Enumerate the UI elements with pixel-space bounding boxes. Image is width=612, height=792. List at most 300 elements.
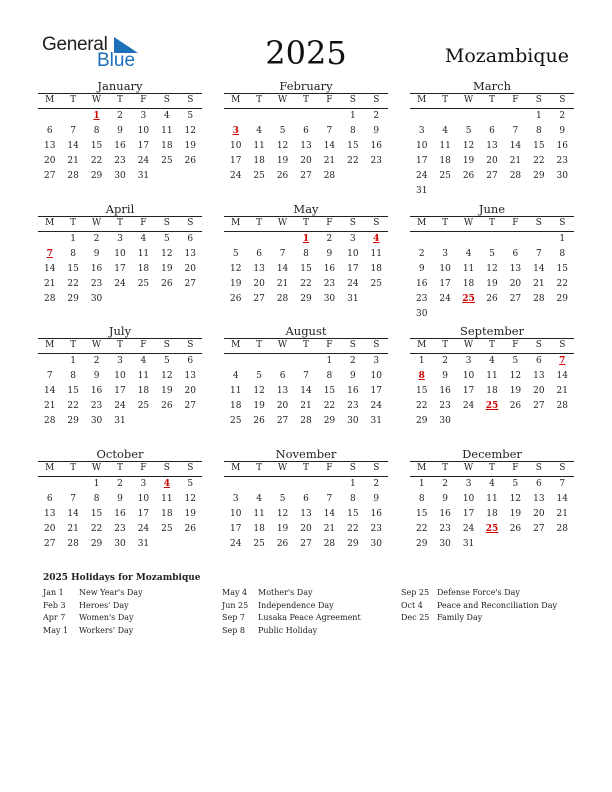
day-cell: 11 [486,371,498,381]
day-cell: 24 [462,401,475,411]
weekday-label: T [302,463,309,473]
empty-cell [61,477,84,492]
empty-cell [38,354,61,369]
day-cell: 21 [67,156,79,166]
day-cell: 11 [462,264,475,274]
day-cell: 21 [556,509,568,519]
day-cell: 1 [559,234,566,244]
day-cell: 3 [232,494,239,504]
day-cell: 31 [137,539,150,549]
day-cell: 10 [439,264,451,274]
month-title: December [462,447,522,461]
weekday-header [38,93,202,109]
day-cell: 7 [326,494,333,504]
day-cell: 2 [117,479,123,489]
empty-cell [61,109,84,124]
day-cell: 15 [347,509,359,519]
month-may [224,202,388,307]
day-cell: 20 [184,386,196,396]
month-july [38,324,202,429]
day-cell: 13 [533,371,545,381]
day-cell: 20 [533,509,545,519]
month-september [410,324,574,429]
day-cell: 5 [512,356,519,366]
holiday-column [401,587,557,625]
day-cell: 12 [161,371,173,381]
weekday-label: F [326,463,333,473]
holiday-day: 25 [485,524,499,534]
weekday-label: S [559,218,566,228]
day-cell: 7 [559,479,566,489]
weekday-label: S [559,463,566,473]
day-cell: 24 [370,401,382,411]
day-cell: 2 [418,249,425,259]
day-cell: 14 [276,264,289,274]
day-cell: 20 [509,279,522,289]
day-cell: 20 [300,156,312,166]
empty-cell [247,109,270,124]
day-cell: 2 [349,356,356,366]
day-cell: 16 [415,279,428,289]
empty-cell [410,109,433,124]
month-october [38,447,202,552]
empty-cell [294,354,317,369]
weekday-label: T [256,463,263,473]
day-cell: 24 [229,171,242,181]
day-cell: 2 [559,111,566,121]
holiday-entry [401,587,557,600]
day-cell: 25 [137,279,150,289]
day-cell: 18 [486,386,498,396]
day-cell: 19 [253,401,265,411]
weekday-label: W [463,340,474,350]
day-grid [224,354,388,429]
day-cell: 19 [184,509,196,519]
weekday-label: T [302,218,309,228]
holiday-date: Sep 25 [401,588,430,597]
weekday-label: T [70,95,77,105]
weekday-label: F [326,218,333,228]
day-grid [38,109,202,184]
day-cell: 30 [90,416,103,426]
day-cell: 22 [67,279,79,289]
day-cell: 4 [232,371,239,381]
weekday-label: W [277,218,288,228]
empty-cell [480,232,503,247]
logo-word-general: General [42,34,108,55]
holiday-name: Lusaka Peace Agreement [258,613,361,623]
day-cell: 5 [279,126,286,136]
day-cell: 28 [67,171,79,181]
day-cell: 31 [462,539,475,549]
day-cell: 15 [347,141,359,151]
day-cell: 23 [347,401,359,411]
day-grid [38,232,202,307]
day-cell: 31 [370,416,382,426]
day-cell: 29 [67,416,79,426]
empty-cell [294,109,317,124]
day-cell: 8 [326,371,333,381]
day-cell: 26 [276,171,289,181]
day-cell: 24 [229,539,242,549]
day-cell: 15 [415,386,428,396]
day-cell: 1 [349,111,356,121]
holiday-name: Family Day [437,613,483,623]
day-cell: 27 [43,539,56,549]
day-cell: 14 [556,494,568,504]
day-cell: 14 [533,264,545,274]
holiday-name: Women's Day [79,613,134,623]
day-grid [38,354,202,429]
day-cell: 3 [465,356,472,366]
day-cell: 19 [462,156,475,166]
weekday-header [38,216,202,232]
day-cell: 6 [535,356,542,366]
day-grid [410,477,574,552]
day-cell: 14 [323,141,336,151]
day-cell: 29 [67,294,79,304]
day-cell: 19 [161,386,173,396]
day-cell: 25 [253,539,265,549]
weekday-header [224,216,388,232]
weekday-label: M [45,340,55,350]
day-cell: 10 [462,494,475,504]
day-cell: 13 [43,141,56,151]
day-cell: 16 [370,509,382,519]
weekday-label: T [488,95,495,105]
holiday-name: Heroes' Day [79,600,129,610]
day-cell: 18 [439,156,451,166]
day-cell: 9 [373,494,380,504]
month-december [410,447,574,552]
holiday-name: Workers' Day [79,626,134,636]
day-cell: 5 [187,111,194,121]
day-cell: 1 [326,356,333,366]
day-cell: 14 [509,141,522,151]
day-cell: 28 [43,416,56,426]
day-cell: 20 [253,279,265,289]
holiday-entry [43,612,143,625]
weekday-label: S [163,340,170,350]
day-cell: 19 [486,279,498,289]
empty-cell [504,109,527,124]
day-cell: 21 [533,279,545,289]
weekday-label: T [116,340,123,350]
day-cell: 1 [349,479,356,489]
day-cell: 3 [465,479,472,489]
day-cell: 13 [43,509,56,519]
day-cell: 9 [442,494,448,504]
day-cell: 8 [70,371,76,381]
day-cell: 29 [300,294,312,304]
weekday-label: M [417,463,427,473]
month-title: June [478,202,506,216]
day-cell: 15 [300,264,312,274]
holiday-date: May 4 [222,588,248,597]
month-april [38,202,202,307]
day-cell: 13 [276,386,289,396]
day-cell: 23 [90,401,103,411]
day-cell: 27 [300,171,312,181]
day-cell: 30 [556,171,568,181]
weekday-label: S [373,340,380,350]
day-cell: 19 [184,141,196,151]
day-cell: 9 [418,264,425,274]
day-cell: 10 [229,509,242,519]
day-cell: 6 [187,234,194,244]
holiday-entry [222,625,361,638]
day-cell: 9 [442,371,448,381]
holiday-day: 1 [93,111,100,121]
day-cell: 11 [253,509,265,519]
weekday-label: S [373,218,380,228]
day-cell: 12 [229,264,242,274]
holiday-entry [401,600,557,613]
day-cell: 21 [323,524,336,534]
day-cell: 31 [114,416,126,426]
day-cell: 18 [253,524,265,534]
day-cell: 1 [93,479,100,489]
empty-cell [271,232,294,247]
day-cell: 3 [349,234,356,244]
day-cell: 23 [323,279,336,289]
day-cell: 5 [163,234,170,244]
day-cell: 7 [279,249,286,259]
day-cell: 26 [253,416,265,426]
holiday-day: 25 [462,294,475,304]
weekday-label: S [349,218,356,228]
day-cell: 18 [370,264,382,274]
day-cell: 3 [418,126,425,136]
weekday-label: T [442,463,449,473]
day-cell: 29 [323,416,336,426]
weekday-label: T [442,218,449,228]
weekday-label: T [302,95,309,105]
day-grid [38,477,202,552]
logo-word-blue: Blue [97,50,136,71]
day-cell: 21 [509,156,522,166]
day-cell: 7 [326,126,333,136]
weekday-label: S [535,95,542,105]
day-cell: 6 [187,356,194,366]
month-november [224,447,388,552]
day-cell: 10 [415,141,428,151]
day-cell: 11 [370,249,382,259]
day-cell: 27 [253,294,265,304]
day-cell: 30 [415,309,428,319]
holiday-entry [401,612,557,625]
empty-cell [318,109,341,124]
day-cell: 7 [535,249,542,259]
day-cell: 25 [161,524,173,534]
day-cell: 14 [300,386,312,396]
day-cell: 2 [93,234,100,244]
day-cell: 18 [137,264,150,274]
holiday-date: Dec 25 [401,613,430,623]
day-cell: 28 [556,524,568,534]
day-cell: 15 [415,509,428,519]
day-cell: 22 [415,401,428,411]
weekday-label: M [231,340,241,350]
day-cell: 17 [415,156,428,166]
day-cell: 28 [556,401,568,411]
day-cell: 5 [489,249,495,259]
day-cell: 12 [184,494,196,504]
holiday-day: 4 [163,479,170,489]
weekday-label: M [417,218,427,228]
day-cell: 3 [117,234,123,244]
weekday-label: T [488,218,495,228]
day-cell: 9 [326,249,333,259]
day-cell: 5 [465,126,472,136]
day-cell: 11 [229,386,242,396]
month-august [224,324,388,429]
weekday-label: S [349,95,356,105]
day-cell: 21 [556,386,568,396]
day-cell: 10 [462,371,475,381]
holiday-entry [43,600,143,613]
day-grid [224,109,388,184]
empty-cell [457,109,480,124]
holiday-day: 1 [302,234,310,244]
day-cell: 16 [439,386,451,396]
day-cell: 18 [462,279,475,289]
day-cell: 4 [489,356,495,366]
weekday-header [410,338,574,354]
weekday-label: T [256,95,263,105]
holiday-day: 7 [46,249,53,259]
weekday-label: T [256,340,263,350]
day-cell: 17 [229,156,242,166]
day-cell: 21 [300,401,312,411]
day-cell: 6 [279,371,286,381]
day-cell: 13 [253,264,265,274]
day-cell: 15 [90,509,103,519]
calendar-year: 2025 [265,34,347,72]
day-cell: 17 [137,141,150,151]
empty-cell [224,232,247,247]
day-cell: 2 [326,234,333,244]
day-cell: 23 [439,401,451,411]
holiday-date: May 1 [43,626,69,636]
day-cell: 5 [279,494,286,504]
day-cell: 25 [253,171,265,181]
holiday-date: Jun 25 [222,600,249,610]
day-cell: 29 [347,539,359,549]
day-cell: 30 [347,416,359,426]
empty-cell [433,232,456,247]
day-cell: 9 [93,249,100,259]
day-cell: 27 [533,401,545,411]
holiday-name: Independence Day [258,600,334,610]
day-cell: 8 [303,249,309,259]
weekday-label: S [163,218,170,228]
day-cell: 16 [114,509,126,519]
day-cell: 26 [184,524,196,534]
day-cell: 21 [43,401,56,411]
day-cell: 6 [303,126,309,136]
day-cell: 2 [117,111,123,121]
weekday-label: F [512,463,519,473]
month-title: March [473,79,511,93]
weekday-label: W [277,340,288,350]
weekday-label: T [70,218,77,228]
month-june [410,202,574,322]
holiday-column [43,587,143,638]
day-cell: 28 [43,294,56,304]
holiday-day: 25 [485,401,499,411]
day-cell: 8 [349,126,356,136]
day-cell: 28 [67,539,79,549]
day-cell: 26 [509,401,522,411]
day-cell: 4 [489,479,495,489]
day-cell: 23 [556,156,568,166]
day-cell: 17 [114,386,126,396]
empty-cell [504,232,527,247]
weekday-label: F [512,95,519,105]
day-cell: 17 [370,386,382,396]
day-cell: 17 [462,509,475,519]
day-cell: 27 [43,171,56,181]
day-cell: 9 [349,371,356,381]
weekday-label: W [277,95,288,105]
weekday-label: F [512,340,519,350]
day-cell: 26 [229,294,242,304]
day-cell: 6 [303,494,309,504]
day-cell: 21 [323,156,336,166]
month-title: May [293,202,319,216]
day-cell: 25 [137,401,150,411]
empty-cell [410,232,433,247]
day-cell: 4 [140,356,147,366]
empty-cell [294,477,317,492]
country-name: Mozambique [444,45,569,67]
day-cell: 21 [43,279,56,289]
day-cell: 1 [70,234,76,244]
day-cell: 29 [90,171,103,181]
day-cell: 11 [137,249,150,259]
day-cell: 22 [300,279,312,289]
weekday-label: S [187,463,194,473]
weekday-header [410,216,574,232]
holiday-date: Oct 4 [401,600,423,610]
day-cell: 24 [114,279,126,289]
holiday-entry [222,600,361,613]
empty-cell [433,109,456,124]
holiday-day: 7 [559,356,566,366]
day-cell: 10 [114,249,126,259]
day-cell: 6 [46,126,53,136]
day-cell: 20 [486,156,498,166]
weekday-label: W [91,463,102,473]
day-cell: 23 [439,524,451,534]
day-cell: 2 [442,479,448,489]
day-cell: 14 [67,509,79,519]
day-cell: 31 [347,294,359,304]
day-cell: 18 [161,141,173,151]
weekday-header [224,338,388,354]
day-cell: 7 [70,494,76,504]
day-cell: 22 [533,156,545,166]
weekday-label: F [512,218,519,228]
day-cell: 12 [276,509,289,519]
weekday-label: M [417,340,427,350]
day-cell: 16 [90,386,103,396]
day-cell: 12 [462,141,475,151]
day-cell: 3 [373,356,380,366]
weekday-label: S [163,95,170,105]
empty-cell [271,109,294,124]
